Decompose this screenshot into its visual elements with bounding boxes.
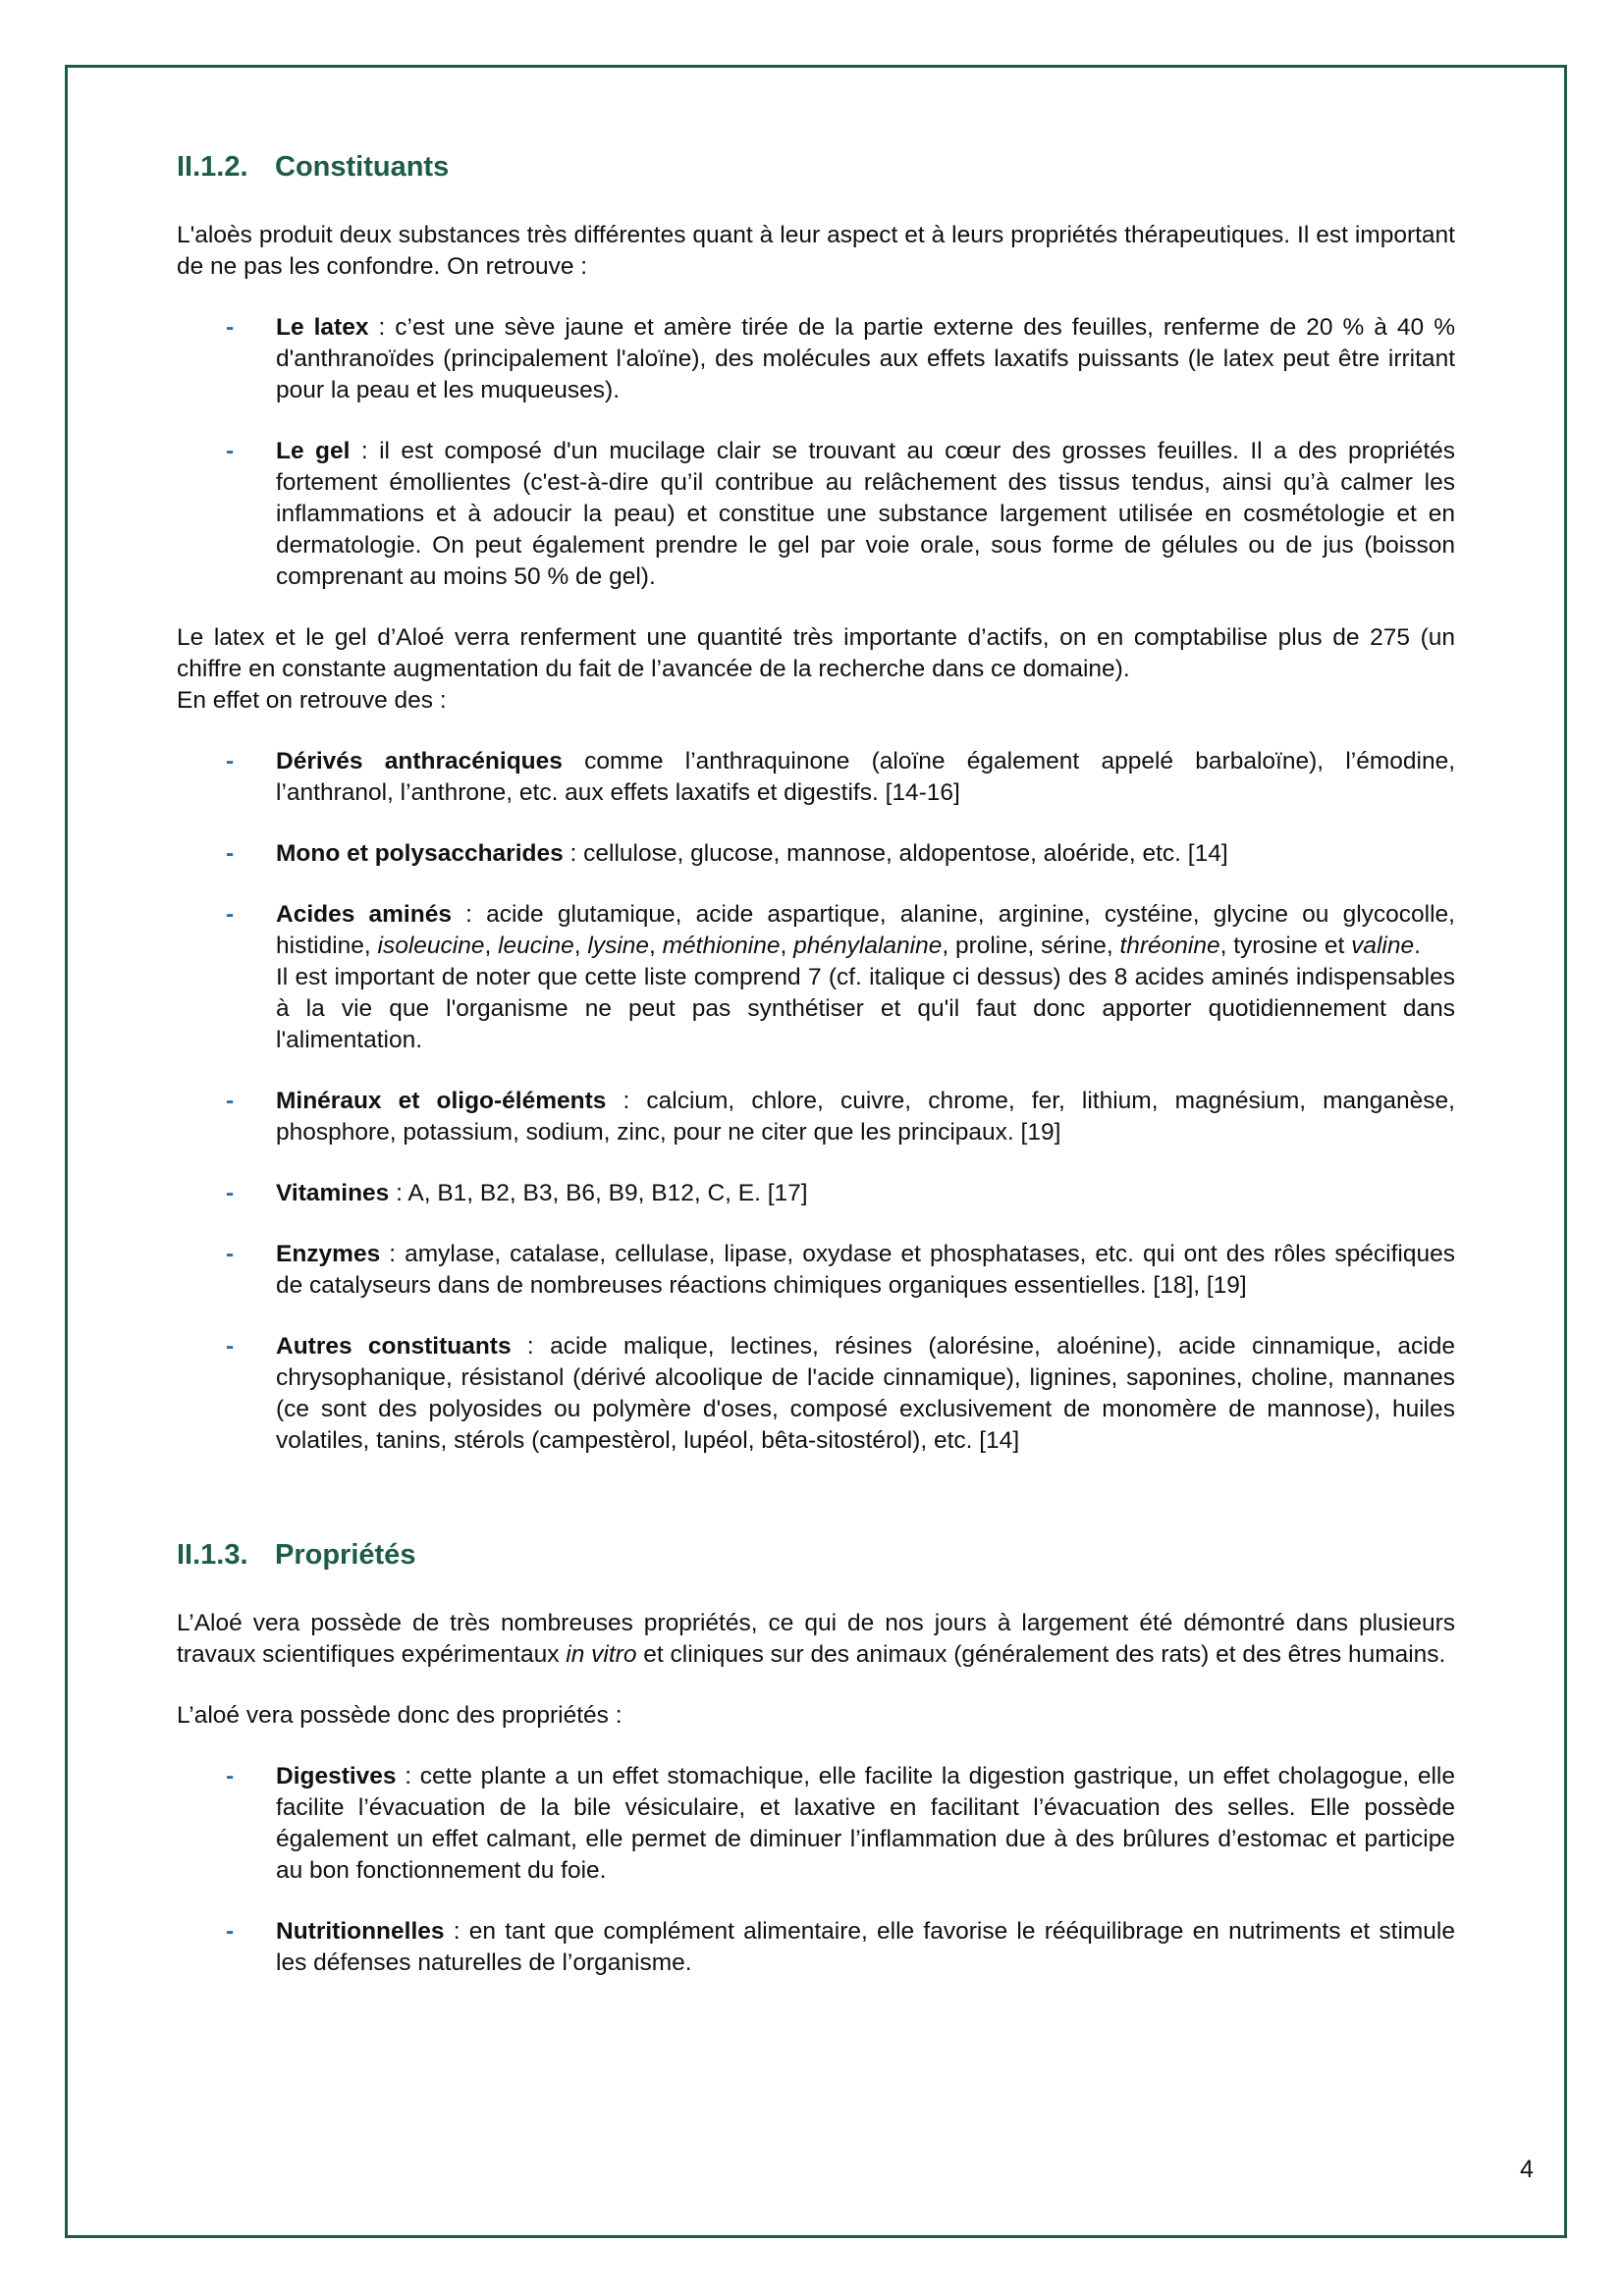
properties-lead-paragraph: L’aloé vera possède donc des propriétés :	[177, 1702, 623, 1729]
list-item: - Le gel : il est composé d'un mucilage clair se trouvant au cœur des grosses feuilles. Il a des propriétés fortement émollientes (c'est-à-dire qu’il contribue au relâchement des tissus tendus, ainsi qu’à calmer les inflammations et à adoucir la peau) et constitue une substance largement utilisée en cosmétologie et en dermatologie. On peut également prendre le gel par voie orale, sous forme de gélules ou de jus (boisson comprenant au moins 50 % de gel).	[226, 438, 1455, 590]
list-item: - Dérivés anthracéniques comme l’anthraquinone (aloïne également appelé barbaloïne), l’émodine, l’anthranol, l’anthrone, etc. aux effets laxatifs et digestifs. [14-16]	[226, 748, 1456, 806]
amino-acids-note: Il est important de noter que cette liste comprend 7 (cf. italique ci dessus) des 8 acides aminés indispensables à la vie que l'organisme ne peut pas synthétiser et qu'il faut donc apporter quotidiennement dans l'alimentation.	[276, 964, 1455, 1053]
page-number: 4	[1520, 2156, 1534, 2183]
substances-list	[177, 312, 1455, 593]
constituents-list	[177, 746, 1455, 1457]
actives-paragraph: Le latex et le gel d’Aloé verra renferment une quantité très importante d’actifs, on en comptabilise plus de 275 (un chiffre en constante augmentation du fait de l’avancée de la recherche dans ce domaine). En effet on retrouve des :	[177, 624, 1455, 714]
section-heading-proprietes: II.1.3. Propriétés	[177, 1539, 416, 1571]
properties-intro-paragraph: L’Aloé vera possède de très nombreuses propriétés, ce qui de nos jours à largement été démontré dans plusieurs travaux scientifiques expérimentaux in vitro et cliniques sur des animaux (généralement des rats) et des êtres humains.	[177, 1610, 1455, 1668]
list-item: - Le latex : c’est une sève jaune et amère tirée de la partie externe des feuilles, renferme de 20 % à 40 % d'anthranoïdes (principalement l'aloïne), des molécules aux effets laxatifs puissants (le latex peut être irritant pour la peau et les muqueuses).	[226, 314, 1455, 403]
list-item: - Enzymes : amylase, catalase, cellulase, lipase, oxydase et phosphatases, etc. qui ont des rôles spécifiques de catalyseurs dans de nombreuses réactions chimiques organiques essentielles. [18], [19]	[226, 1241, 1455, 1299]
section-heading-constituants: II.1.2. Constituants	[177, 151, 450, 183]
properties-list	[177, 1761, 1455, 1979]
list-item: - Mono et polysaccharides : cellulose, glucose, mannose, aldopentose, aloéride, etc. [14]	[226, 840, 1228, 867]
list-item: - Acides aminés : acide glutamique, acide aspartique, alanine, arginine, cystéine, glycine ou glycocolle, histidine, isoleucine, leucine, lysine, méthionine, phénylalanine, proline, sérine, thréonine, tyrosine et valine. Il est important de noter que cette liste comprend 7 (cf. italique ci dessus) des 8 acides aminés indispensables à la vie que l'organisme ne peut pas synthétiser et qu'il faut donc apporter quotidiennement dans l'alimentation.	[177, 899, 1455, 1056]
list-item: - Minéraux et oligo-éléments : calcium, chlore, cuivre, chrome, fer, lithium, magnésium, manganèse, phosphore, potassium, sodium, zinc, pour ne citer que les principaux. [19]	[226, 1088, 1455, 1146]
list-item: - Autres constituants : acide malique, lectines, résines (alorésine, aloénine), acide cinnamique, acide chrysophanique, résistanol (dérivé alcoolique de l'acide cinnamique), lignines, saponines, choline, mannanes (ce sont des polyosides ou polymère d'oses, composé exclusivement de monomère de mannose), huiles volatiles, tanins, stérols (campestèrol, lupéol, bêta-sitostérol), etc. [14]	[226, 1333, 1455, 1454]
document-body	[177, 147, 1455, 2008]
list-item: - Vitamines : A, B1, B2, B3, B6, B9, B12, C, E. [17]	[226, 1180, 808, 1206]
list-item: - Digestives : cette plante a un effet stomachique, elle facilite la digestion gastrique, un effet cholagogue, elle facilite l’évacuation de la bile vésiculaire, et laxative en facilitant l’évacuation des selles. Elle possède également un effet calmant, elle permet de diminuer l’inflammation due à des brûlures d’estomac et participe au bon fonctionnement du foie.	[226, 1763, 1455, 1884]
intro-paragraph: L'aloès produit deux substances très différentes quant à leur aspect et à leurs propriétés thérapeutiques. Il est important de ne pas les confondre. On retrouve :	[177, 222, 1455, 280]
list-item: - Nutritionnelles : en tant que complément alimentaire, elle favorise le rééquilibrage en nutriments et stimule les défenses naturelles de l’organisme.	[226, 1918, 1455, 1976]
